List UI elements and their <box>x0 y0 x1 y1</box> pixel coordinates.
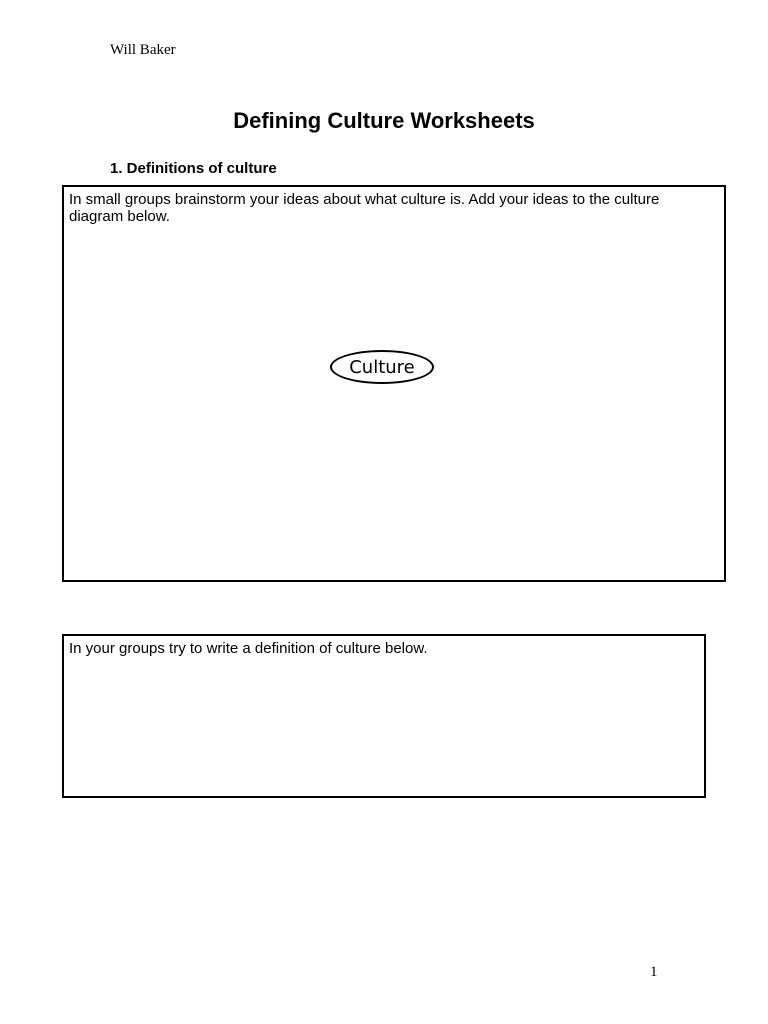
culture-diagram-oval <box>330 350 434 384</box>
definition-instructions: In your groups try to write a definition of culture below. <box>69 640 428 657</box>
author-name: Will Baker <box>110 42 176 58</box>
brainstorm-box <box>62 185 726 582</box>
brainstorm-instructions: In small groups brainstorm your ideas about what culture is. Add your ideas to the culture diagram below. <box>69 191 660 225</box>
page-number: 1 <box>650 964 658 980</box>
culture-diagram-label: Culture <box>349 356 415 378</box>
page-title: Defining Culture Worksheets <box>233 108 535 133</box>
section-heading: 1. Definitions of culture <box>110 160 277 177</box>
definition-box <box>62 634 706 798</box>
